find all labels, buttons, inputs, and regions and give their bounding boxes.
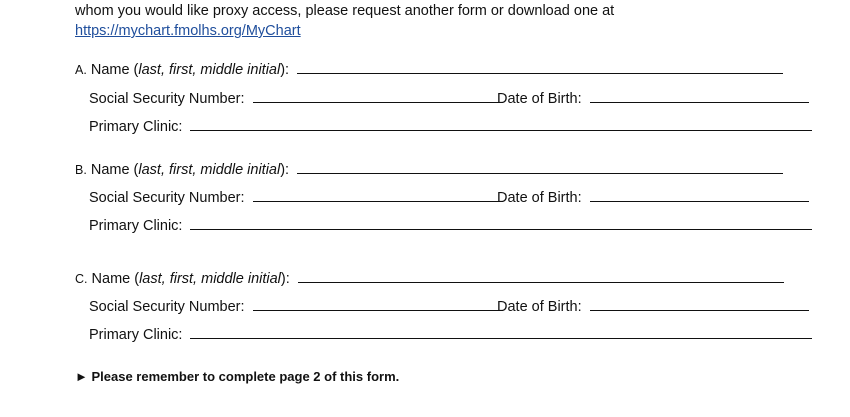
intro-text: whom you would like proxy access, please request another form or download one at — [75, 3, 615, 19]
section-c-letter: C. — [75, 272, 88, 286]
name-label-prefix: Name ( — [90, 62, 139, 78]
name-label-suffix: ): — [280, 271, 290, 287]
name-label-prefix: Name ( — [90, 162, 139, 178]
section-b-ssn-field[interactable] — [253, 187, 503, 202]
section-c-ssn-row — [89, 296, 503, 316]
section-c-dob-field[interactable] — [590, 296, 809, 311]
section-b-clinic-row — [89, 215, 812, 235]
section-c-clinic-field[interactable] — [190, 324, 812, 339]
section-c-name-field[interactable] — [298, 268, 784, 283]
mychart-link[interactable]: https://mychart.fmolhs.org/MyChart — [75, 23, 301, 39]
section-b-ssn-row — [89, 187, 503, 207]
section-b-dob-row — [497, 187, 809, 207]
section-a-name-field[interactable] — [297, 59, 783, 74]
clinic-label: Primary Clinic: — [89, 218, 183, 234]
section-c-clinic-row — [89, 324, 812, 344]
name-label-prefix: Name ( — [91, 271, 140, 287]
clinic-label: Primary Clinic: — [89, 327, 183, 343]
section-a-ssn-row — [89, 88, 503, 108]
name-label-suffix: ): — [280, 162, 290, 178]
dob-label: Date of Birth: — [497, 91, 582, 107]
footer-note: ► Please remember to complete page 2 of this form. — [75, 369, 400, 384]
section-a-clinic-field[interactable] — [190, 116, 812, 131]
section-b-clinic-field[interactable] — [190, 215, 812, 230]
section-b-dob-field[interactable] — [590, 187, 809, 202]
clinic-label: Primary Clinic: — [89, 119, 183, 135]
name-label-suffix: ): — [280, 62, 290, 78]
name-label-italic: last, first, middle initial — [139, 271, 281, 287]
section-c-dob-row — [497, 296, 809, 316]
section-c-name-row — [75, 268, 784, 288]
section-a-letter: A. — [75, 63, 87, 77]
section-a-ssn-field[interactable] — [253, 88, 503, 103]
section-b-letter: B. — [75, 163, 87, 177]
section-c-ssn-field[interactable] — [253, 296, 503, 311]
dob-label: Date of Birth: — [497, 299, 582, 315]
ssn-label: Social Security Number: — [89, 91, 245, 107]
section-a-clinic-row — [89, 116, 812, 136]
section-a-dob-row — [497, 88, 809, 108]
section-a-dob-field[interactable] — [590, 88, 809, 103]
ssn-label: Social Security Number: — [89, 299, 245, 315]
section-b-name-field[interactable] — [297, 159, 783, 174]
dob-label: Date of Birth: — [497, 190, 582, 206]
name-label-italic: last, first, middle initial — [138, 62, 281, 78]
ssn-label: Social Security Number: — [89, 190, 245, 206]
section-a-name-row — [75, 59, 783, 79]
section-b-name-row — [75, 159, 783, 179]
name-label-italic: last, first, middle initial — [138, 162, 281, 178]
